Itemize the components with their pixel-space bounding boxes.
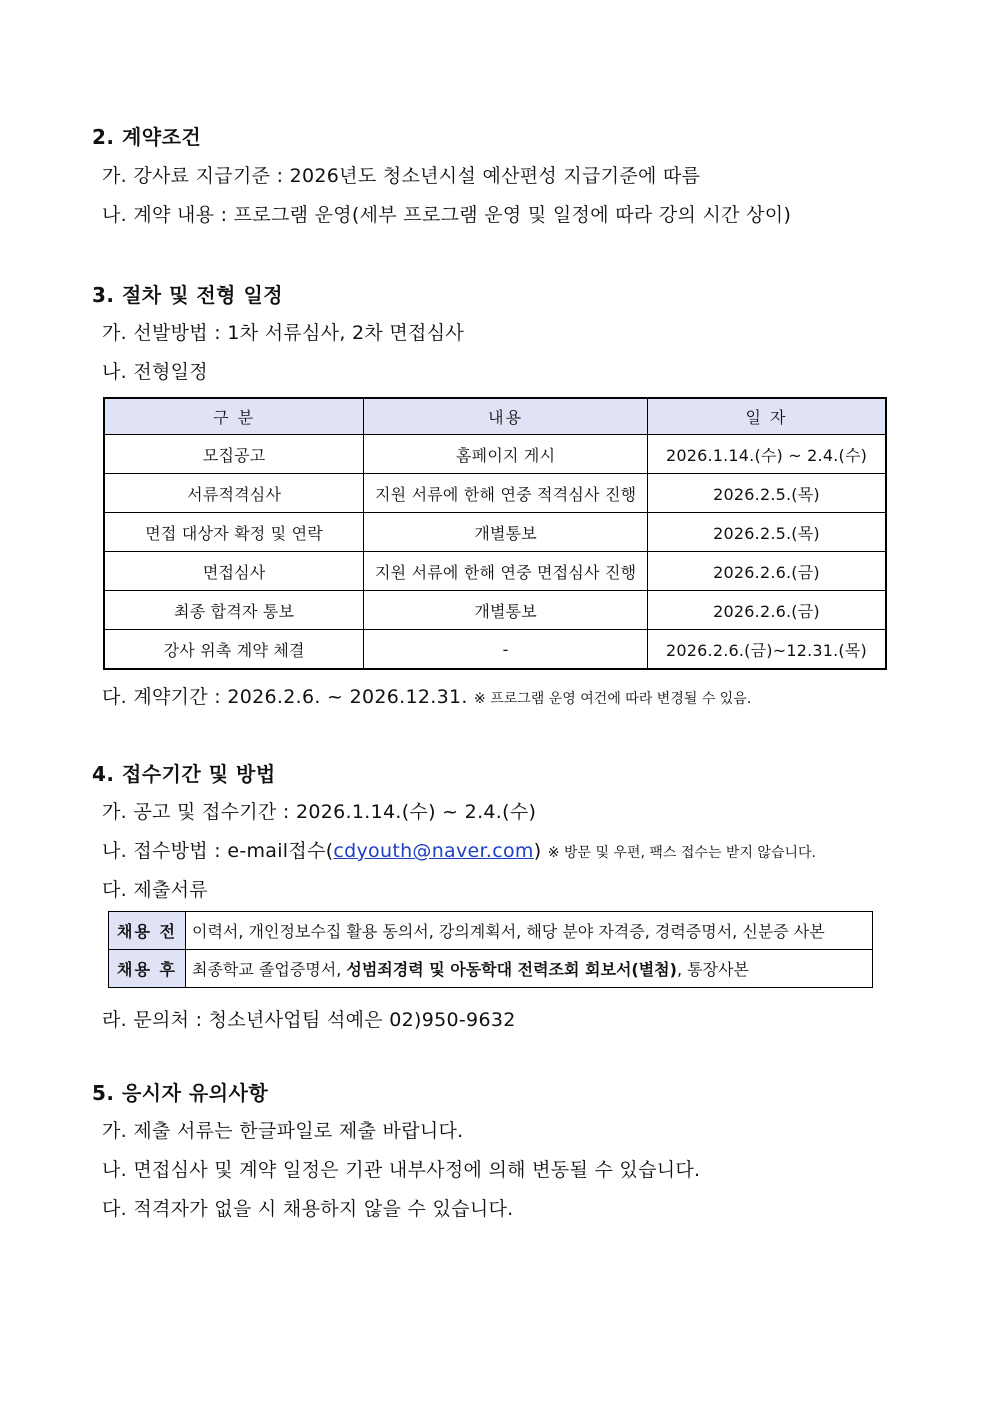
contract-period-note: ※ 프로그램 운영 여건에 따라 변경될 수 있음. (474, 691, 752, 707)
cell-category: 서류적격심사 (104, 474, 364, 513)
header-content: 내용 (364, 398, 648, 435)
cell-category: 면접심사 (104, 552, 364, 591)
docs-before-label: 채용 전 (109, 912, 186, 950)
cell-content: - (364, 630, 648, 670)
documents-table (108, 911, 873, 988)
schedule-table (103, 397, 887, 670)
submission-method-note: ※ 방문 및 우편, 팩스 접수는 받지 않습니다. (547, 845, 816, 861)
section-4-title: 4. 접수기간 및 방법 (92, 762, 276, 786)
section-5-title: 5. 응시자 유의사항 (92, 1081, 269, 1105)
cell-content: 개별통보 (364, 513, 648, 552)
cell-content: 홈페이지 게시 (364, 435, 648, 474)
s5-item-b: 나. 면접심사 및 계약 일정은 기관 내부사정에 의해 변동될 수 있습니다. (102, 1159, 701, 1181)
s2-item-a: 가. 강사료 지급기준 : 2026년도 청소년시설 예산편성 지급기준에 따름 (102, 165, 701, 187)
docs-after-bold: 성범죄경력 및 아동학대 전력조회 회보서(별첨) (346, 960, 677, 979)
header-date: 일 자 (648, 398, 887, 435)
cell-category: 강사 위촉 계약 체결 (104, 630, 364, 670)
table-row (104, 552, 886, 591)
table-row (104, 630, 886, 670)
table-row (104, 591, 886, 630)
cell-date: 2026.2.5.(목) (648, 513, 887, 552)
table-row (109, 950, 873, 988)
s5-item-a: 가. 제출 서류는 한글파일로 제출 바랍니다. (102, 1120, 464, 1142)
cell-date: 2026.2.6.(금) (648, 552, 887, 591)
s4-item-a: 가. 공고 및 접수기간 : 2026.1.14.(수) ~ 2.4.(수) (102, 801, 537, 823)
s2-item-b: 나. 계약 내용 : 프로그램 운영(세부 프로그램 운영 및 일정에 따라 강의 시간 상이) (102, 204, 792, 226)
docs-after-value (186, 950, 873, 988)
s3-item-a: 가. 선발방법 : 1차 서류심사, 2차 면접심사 (102, 322, 465, 344)
s3-item-c (102, 682, 751, 709)
table-row (109, 912, 873, 950)
submission-method-prefix: 나. 접수방법 : e-mail접수( (102, 840, 334, 862)
cell-date: 2026.2.6.(금) (648, 591, 887, 630)
email-link[interactable]: cdyouth@naver.com (333, 840, 534, 862)
s3-item-b: 나. 전형일정 (102, 361, 208, 383)
docs-before-value: 이력서, 개인정보수집 활용 동의서, 강의계획서, 해당 분야 자격증, 경력증명서, 신분증 사본 (186, 912, 873, 950)
docs-after-part-1: 최종학교 졸업증명서, (192, 960, 347, 979)
header-category: 구 분 (104, 398, 364, 435)
cell-category: 최종 합격자 통보 (104, 591, 364, 630)
cell-content: 개별통보 (364, 591, 648, 630)
s5-item-c: 다. 적격자가 없을 시 채용하지 않을 수 있습니다. (102, 1198, 514, 1220)
contract-period: 다. 계약기간 : 2026.2.6. ~ 2026.12.31. (102, 686, 468, 708)
cell-content: 지원 서류에 한해 연중 면접심사 진행 (364, 552, 648, 591)
section-3-title: 3. 절차 및 전형 일정 (92, 283, 284, 307)
docs-after-part-2: , 통장사본 (676, 960, 749, 979)
section-2-title: 2. 계약조건 (92, 125, 202, 149)
s4-item-b (102, 836, 816, 863)
table-row (104, 513, 886, 552)
cell-date: 2026.1.14.(수) ~ 2.4.(수) (648, 435, 887, 474)
cell-content: 지원 서류에 한해 연중 적격심사 진행 (364, 474, 648, 513)
submission-method-suffix: ) (533, 840, 542, 862)
cell-category: 면접 대상자 확정 및 연락 (104, 513, 364, 552)
cell-date: 2026.2.5.(목) (648, 474, 887, 513)
schedule-header-row (104, 398, 886, 435)
table-row (104, 435, 886, 474)
cell-category: 모집공고 (104, 435, 364, 474)
docs-after-label: 채용 후 (109, 950, 186, 988)
s4-item-d: 라. 문의처 : 청소년사업팀 석예은 02)950-9632 (102, 1009, 516, 1031)
cell-date: 2026.2.6.(금)~12.31.(목) (648, 630, 887, 670)
table-row (104, 474, 886, 513)
s4-item-c: 다. 제출서류 (102, 879, 208, 901)
